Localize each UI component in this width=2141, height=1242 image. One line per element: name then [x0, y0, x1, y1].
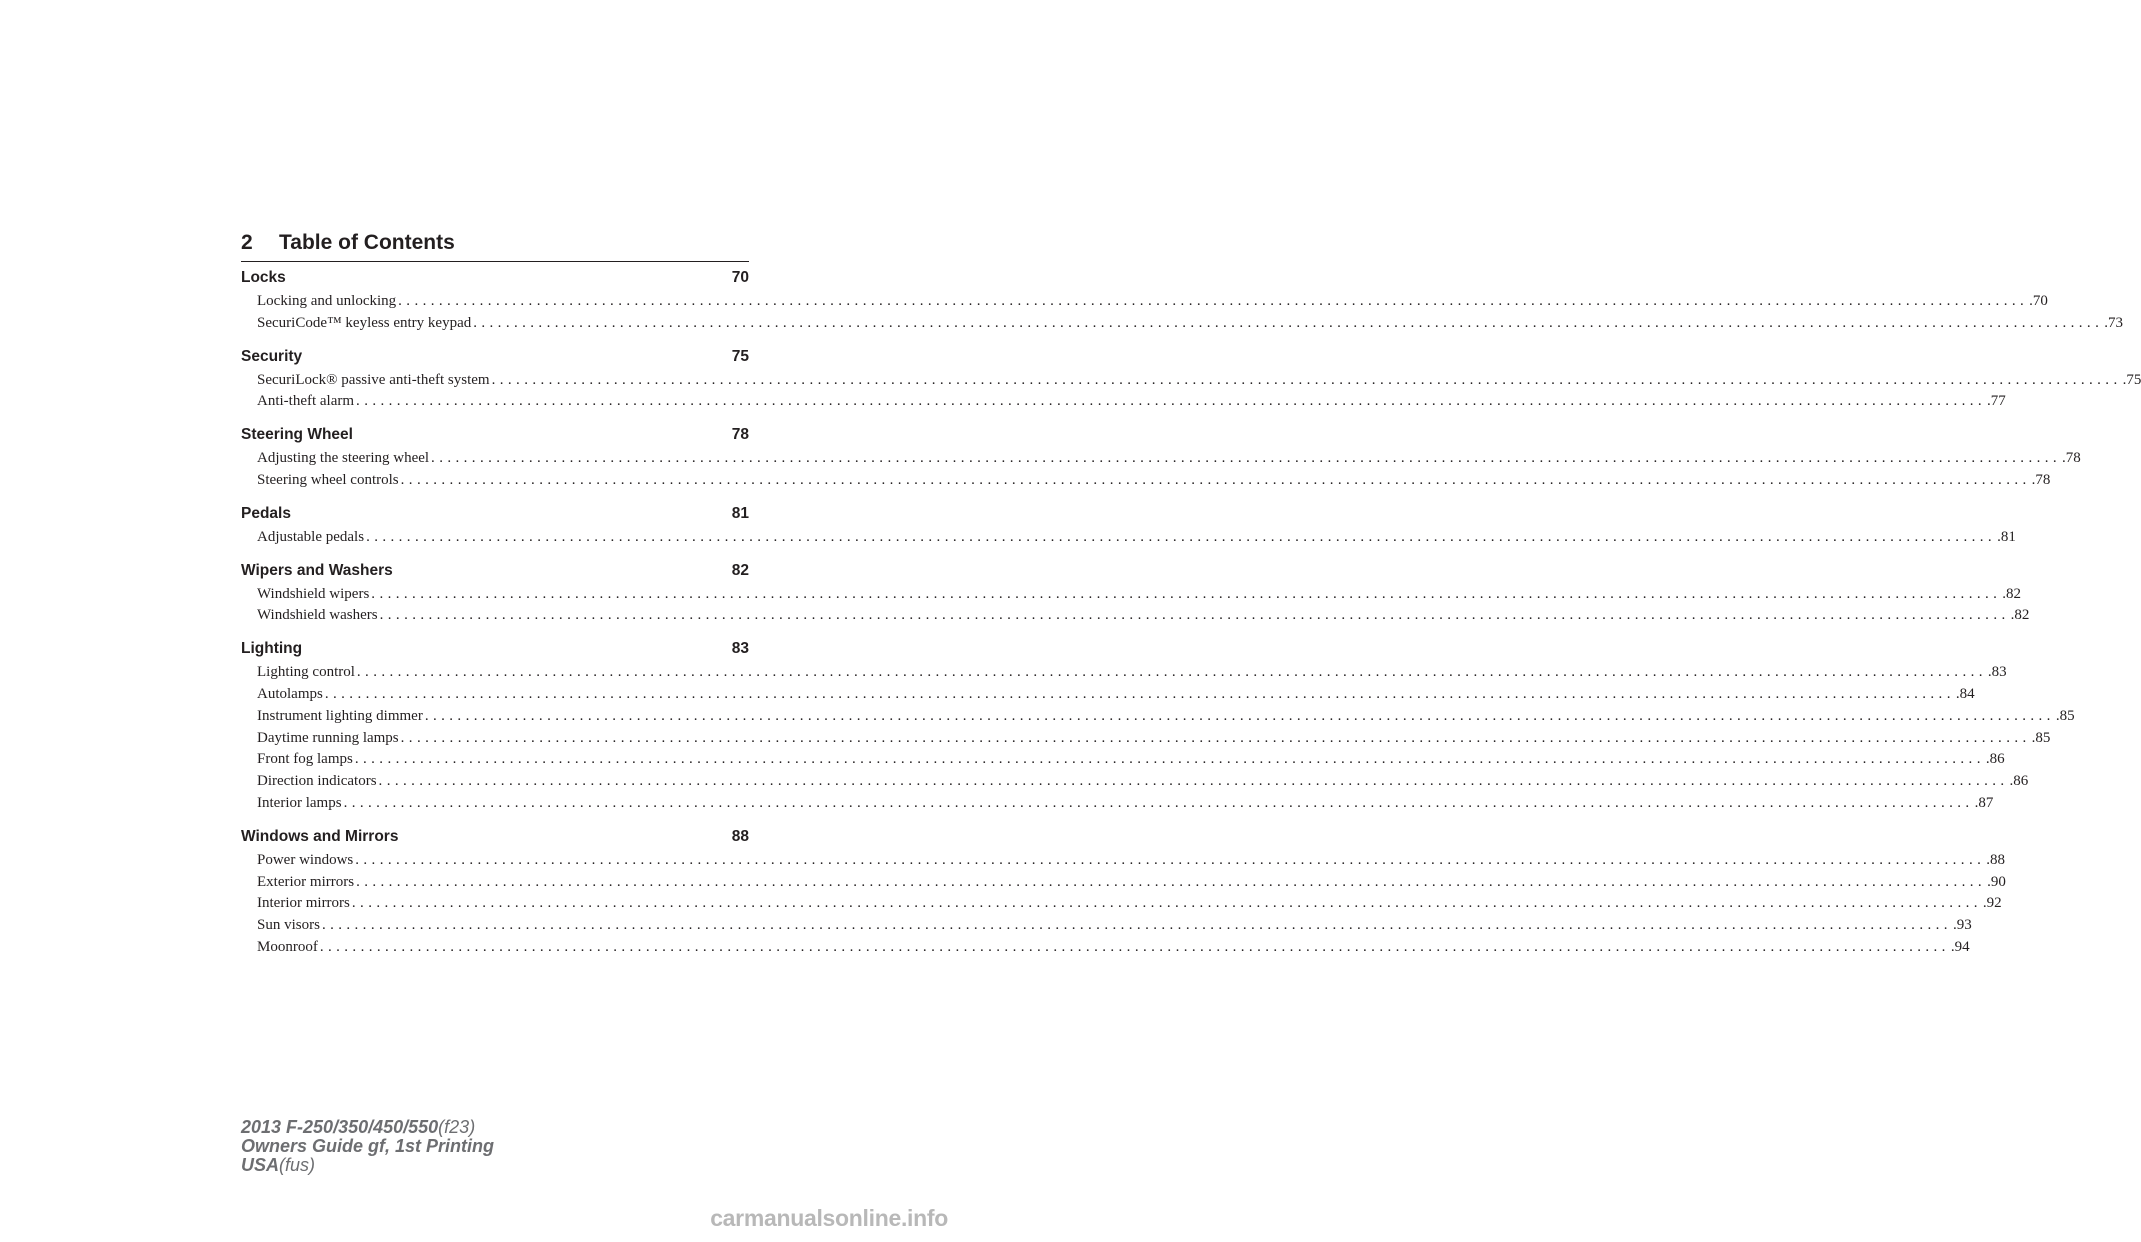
entry-label: Autolamps: [257, 685, 323, 702]
toc-entry[interactable]: [257, 662, 2007, 684]
toc-section: [241, 422, 2081, 492]
dot-leader: ........................................................................................................................................................................................................: [424, 707, 2055, 724]
dot-leader: ........................................................................................................................................................................................................: [321, 917, 1952, 934]
dot-leader: ........................................................................................................................................................................................................: [356, 873, 1987, 890]
entry-label: SecuriCode™ keyless entry keypad: [257, 314, 472, 331]
toc-entry[interactable]: [257, 313, 2123, 335]
entry-label: Windshield washers: [257, 607, 378, 624]
entry-page: .73: [2104, 314, 2123, 331]
footer-line-1: 2013 F-250/350/450/550(f23): [241, 1117, 476, 1137]
section-page: 78: [731, 426, 749, 444]
entry-label: Exterior mirrors: [257, 873, 355, 890]
section-heading[interactable]: [241, 422, 749, 448]
toc-entry[interactable]: [257, 850, 2005, 872]
entry-label: Anti-theft alarm: [257, 393, 355, 410]
entry-label: Interior lamps: [257, 794, 342, 811]
section-page: 81: [731, 504, 749, 522]
entry-label: Locking and unlocking: [257, 293, 397, 309]
toc-entry[interactable]: [257, 448, 2081, 470]
section-page: 70: [731, 269, 749, 286]
section-heading[interactable]: [241, 558, 749, 584]
section-heading[interactable]: [241, 265, 749, 291]
toc-section: [241, 501, 2016, 549]
dot-leader: ........................................................................................................................................................................................................: [343, 794, 1974, 811]
entry-label: Instrument lighting dimmer: [257, 707, 423, 724]
dot-leader: ........................................................................................................................................................................................................: [366, 528, 1997, 545]
section-title: Wipers and Washers: [241, 561, 393, 579]
toc-entry[interactable]: [257, 391, 2006, 413]
toc-entry[interactable]: [257, 937, 1970, 959]
dot-leader: ........................................................................................................................................................................................................: [355, 851, 1986, 868]
toc-entry[interactable]: [257, 527, 2016, 549]
entry-label: Sun visors: [257, 917, 320, 934]
toc-section: [241, 344, 2141, 414]
entry-page: .78: [2062, 450, 2081, 467]
toc-section: [241, 824, 2006, 959]
toc-entry[interactable]: [257, 893, 2002, 915]
watermark: carmanualsonline.info: [710, 1205, 948, 1231]
entry-page: .85: [2031, 729, 2051, 746]
dot-leader: ........................................................................................................................................................................................................: [473, 314, 2104, 331]
entry-label: Interior mirrors: [257, 895, 350, 912]
page-header: [241, 229, 749, 262]
dot-leader: ........................................................................................................................................................................................................: [379, 607, 2010, 624]
entry-label: Adjustable pedals: [257, 528, 365, 545]
section-heading[interactable]: [241, 344, 749, 370]
entry-page: .83: [1987, 664, 2007, 681]
section-title: Locks: [241, 269, 286, 286]
footer-line-2: Owners Guide gf, 1st Printing: [241, 1136, 495, 1156]
entry-page: .92: [1982, 895, 2002, 912]
toc-entry[interactable]: [257, 470, 2051, 492]
entry-label: Lighting control: [257, 664, 355, 681]
entry-page: .94: [1950, 938, 1970, 955]
footer-line-3: USA(fus): [241, 1155, 316, 1175]
page-number: 2: [241, 231, 253, 254]
toc-section: [241, 265, 2123, 335]
toc-entry[interactable]: [257, 605, 2030, 627]
entry-label: Direction indicators: [257, 773, 377, 790]
section-title: Windows and Mirrors: [241, 827, 399, 845]
dot-leader: ........................................................................................................................................................................................................: [398, 293, 2029, 309]
section-page: 75: [731, 347, 749, 365]
entry-label: Daytime running lamps: [257, 729, 399, 746]
section-heading[interactable]: [241, 501, 749, 527]
dot-leader: ........................................................................................................................................................................................................: [400, 471, 2031, 488]
toc-entry[interactable]: [257, 771, 2029, 793]
section-title: Steering Wheel: [241, 426, 353, 444]
entry-page: .70: [2029, 293, 2048, 309]
table-of-contents: [241, 265, 2141, 968]
dot-leader: ........................................................................................................................................................................................................: [491, 371, 2122, 388]
dot-leader: ........................................................................................................................................................................................................: [400, 729, 2031, 746]
dot-leader: ........................................................................................................................................................................................................: [319, 938, 1950, 955]
entry-page: .86: [2009, 773, 2029, 790]
dot-leader: ........................................................................................................................................................................................................: [324, 685, 1955, 702]
toc-section: [241, 636, 2075, 815]
dot-leader: ........................................................................................................................................................................................................: [351, 895, 1982, 912]
entry-page: .82: [2002, 585, 2022, 602]
section-title: Pedals: [241, 504, 291, 522]
toc-section: [241, 558, 2030, 628]
toc-entry[interactable]: [257, 872, 2006, 894]
section-title: Lighting: [241, 640, 303, 658]
entry-page: .78: [2031, 471, 2051, 488]
dot-leader: ........................................................................................................................................................................................................: [431, 450, 2062, 467]
toc-entry[interactable]: [257, 684, 1975, 706]
entry-label: Power windows: [257, 851, 354, 868]
toc-entry[interactable]: [257, 584, 2022, 606]
toc-entry[interactable]: [257, 915, 1972, 937]
entry-page: .77: [1987, 393, 2006, 410]
entry-page: .75: [2122, 371, 2141, 388]
entry-page: .84: [1955, 685, 1975, 702]
entry-label: Front fog lamps: [257, 751, 353, 768]
entry-label: Moonroof: [257, 938, 318, 955]
entry-label: SecuriLock® passive anti-theft system: [257, 371, 490, 388]
entry-page: .90: [1987, 873, 2006, 890]
section-title: Security: [241, 347, 303, 365]
section-heading[interactable]: [241, 636, 749, 662]
dot-leader: ........................................................................................................................................................................................................: [356, 664, 1987, 681]
dot-leader: ........................................................................................................................................................................................................: [371, 585, 2002, 602]
entry-page: .93: [1952, 917, 1972, 934]
section-page: 88: [731, 827, 749, 845]
entry-page: .81: [1997, 528, 2016, 545]
toc-entry[interactable]: [257, 728, 2051, 750]
section-page: 83: [731, 640, 749, 658]
entry-page: .85: [2055, 707, 2075, 724]
entry-page: .86: [1985, 751, 2005, 768]
dot-leader: ........................................................................................................................................................................................................: [356, 393, 1987, 410]
section-page: 82: [731, 561, 749, 579]
toc-entry[interactable]: [257, 706, 2075, 728]
entry-label: Windshield wipers: [257, 585, 370, 602]
entry-page: .82: [2010, 607, 2030, 624]
dot-leader: ........................................................................................................................................................................................................: [354, 751, 1985, 768]
entry-label: Adjusting the steering wheel: [257, 450, 430, 467]
toc-entry[interactable]: [257, 749, 2005, 771]
entry-label: Steering wheel controls: [257, 471, 399, 488]
section-heading[interactable]: [241, 824, 749, 850]
entry-page: .87: [1974, 794, 1994, 811]
toc-entry[interactable]: [257, 291, 2048, 313]
toc-entry[interactable]: [257, 370, 2141, 392]
document-footer: [241, 1118, 494, 1175]
toc-entry[interactable]: [257, 793, 1994, 815]
page-title: Table of Contents: [279, 231, 455, 254]
entry-page: .88: [1986, 851, 2005, 868]
dot-leader: ........................................................................................................................................................................................................: [378, 773, 2009, 790]
